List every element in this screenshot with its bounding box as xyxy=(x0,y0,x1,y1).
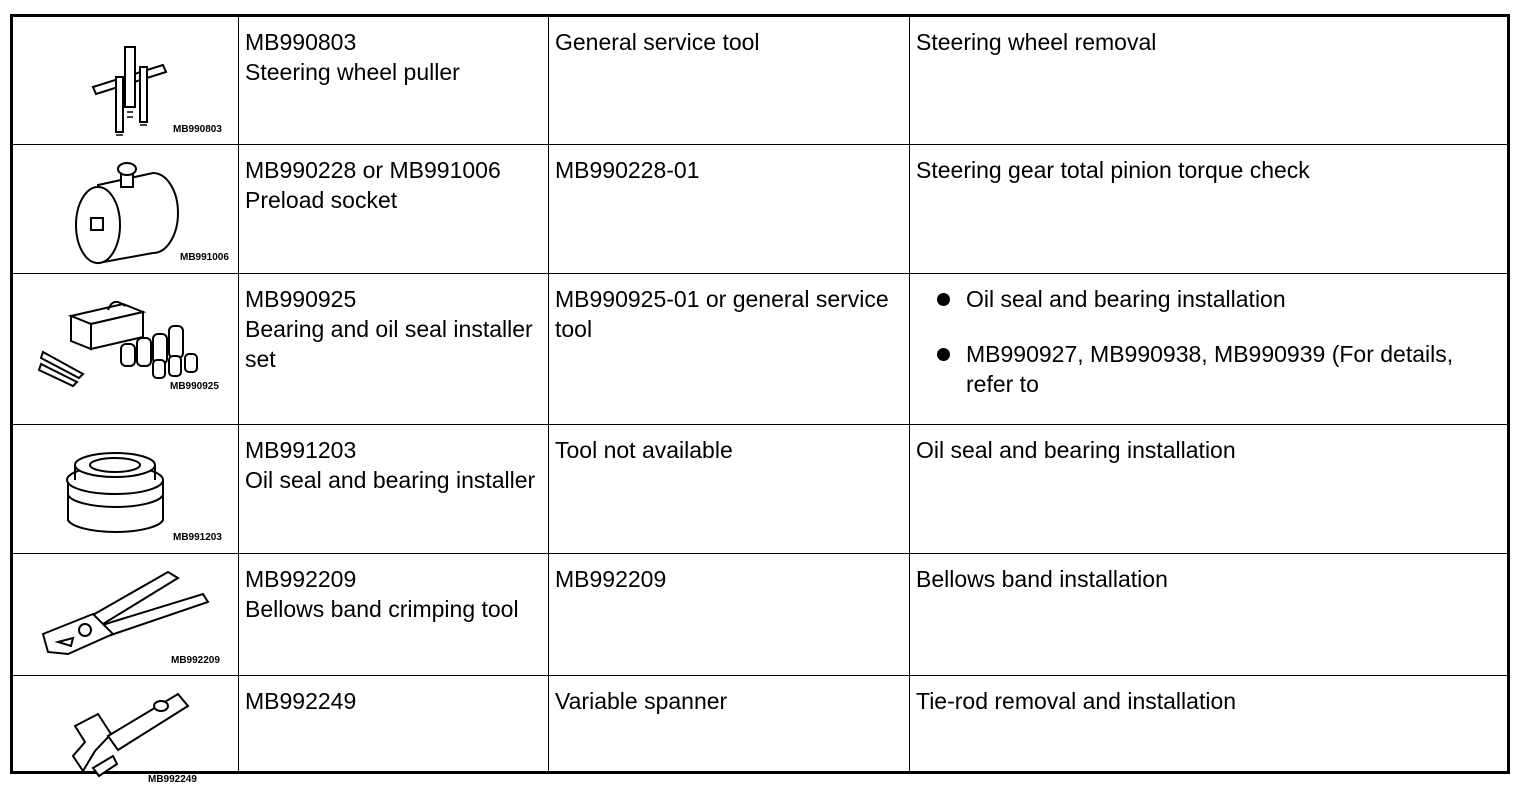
application: Tie-rod removal and installation xyxy=(916,688,1237,714)
tool-image-label: MB991203 xyxy=(173,532,222,543)
application: Steering gear total pinion torque check xyxy=(916,157,1310,183)
application-cell xyxy=(910,425,1509,554)
supersession-cell xyxy=(549,425,910,554)
application-cell xyxy=(910,554,1509,676)
list-item xyxy=(916,339,1501,399)
supersession-cell xyxy=(549,145,910,274)
table-row xyxy=(12,145,1509,274)
tool-number-cell xyxy=(239,554,549,676)
list-item xyxy=(916,284,1501,314)
tool-number-cell xyxy=(239,274,549,425)
bullet-icon xyxy=(937,293,950,306)
tool-name: Steering wheel puller xyxy=(245,59,460,85)
application-bullet-list xyxy=(916,284,1501,399)
tool-image-label: MB991006 xyxy=(180,252,229,263)
supersession-cell xyxy=(549,274,910,425)
tool-number: MB990803 xyxy=(245,29,357,55)
application-cell xyxy=(910,274,1509,425)
tool-image-cell xyxy=(12,16,239,145)
tool-name: Bearing and oil seal installer set xyxy=(245,316,533,372)
tool-name: Preload socket xyxy=(245,187,398,213)
tool-image-label: MB992249 xyxy=(148,774,197,785)
application-bullet: Oil seal and bearing installation xyxy=(966,286,1286,312)
table-row xyxy=(12,554,1509,676)
tool-image-label: MB990925 xyxy=(170,381,219,392)
tool-image-cell xyxy=(12,425,239,554)
application: Oil seal and bearing installation xyxy=(916,437,1236,463)
special-tools-table xyxy=(10,14,1510,785)
application: Steering wheel removal xyxy=(916,29,1157,55)
tool-number: MB990228 or MB991006 xyxy=(245,157,501,183)
tool-number: MB992209 xyxy=(245,566,357,592)
supersession: MB990228-01 xyxy=(555,157,700,183)
application-cell xyxy=(910,676,1509,773)
table-row xyxy=(12,676,1509,773)
application-bullet: MB990927, MB990938, MB990939 (For details, refer to xyxy=(966,341,1454,397)
table-row xyxy=(12,274,1509,425)
supersession-cell xyxy=(549,554,910,676)
tool-number: MB990925 xyxy=(245,286,357,312)
tool-number-cell xyxy=(239,16,549,145)
table-row xyxy=(12,16,1509,145)
supersession: General service tool xyxy=(555,29,760,55)
application: Bellows band installation xyxy=(916,566,1168,592)
tool-name: Oil seal and bearing installer xyxy=(245,467,536,493)
application-cell xyxy=(910,145,1509,274)
supersession: Tool not available xyxy=(555,437,733,463)
supersession: MB990925-01 or general service tool xyxy=(555,286,889,342)
supersession-cell xyxy=(549,676,910,773)
tool-number-cell xyxy=(239,676,549,773)
tool-image-cell xyxy=(12,274,239,425)
tool-number: MB991203 xyxy=(245,437,357,463)
supersession-cell xyxy=(549,16,910,145)
tool-image-cell xyxy=(12,676,239,785)
tool-image-label: MB990803 xyxy=(173,124,222,135)
tool-number: MB992249 xyxy=(245,688,357,714)
tool-image-label: MB992209 xyxy=(171,655,220,666)
tool-number-cell xyxy=(239,145,549,274)
tool-image-cell xyxy=(12,554,239,676)
supersession: Variable spanner xyxy=(555,688,728,714)
application-cell xyxy=(910,16,1509,145)
tool-name: Bellows band crimping tool xyxy=(245,596,519,622)
variable-spanner-icon xyxy=(13,676,240,795)
tool-image-cell xyxy=(12,145,239,274)
table-row xyxy=(12,425,1509,554)
supersession: MB992209 xyxy=(555,566,667,592)
tool-number-cell xyxy=(239,425,549,554)
bullet-icon xyxy=(937,348,950,361)
